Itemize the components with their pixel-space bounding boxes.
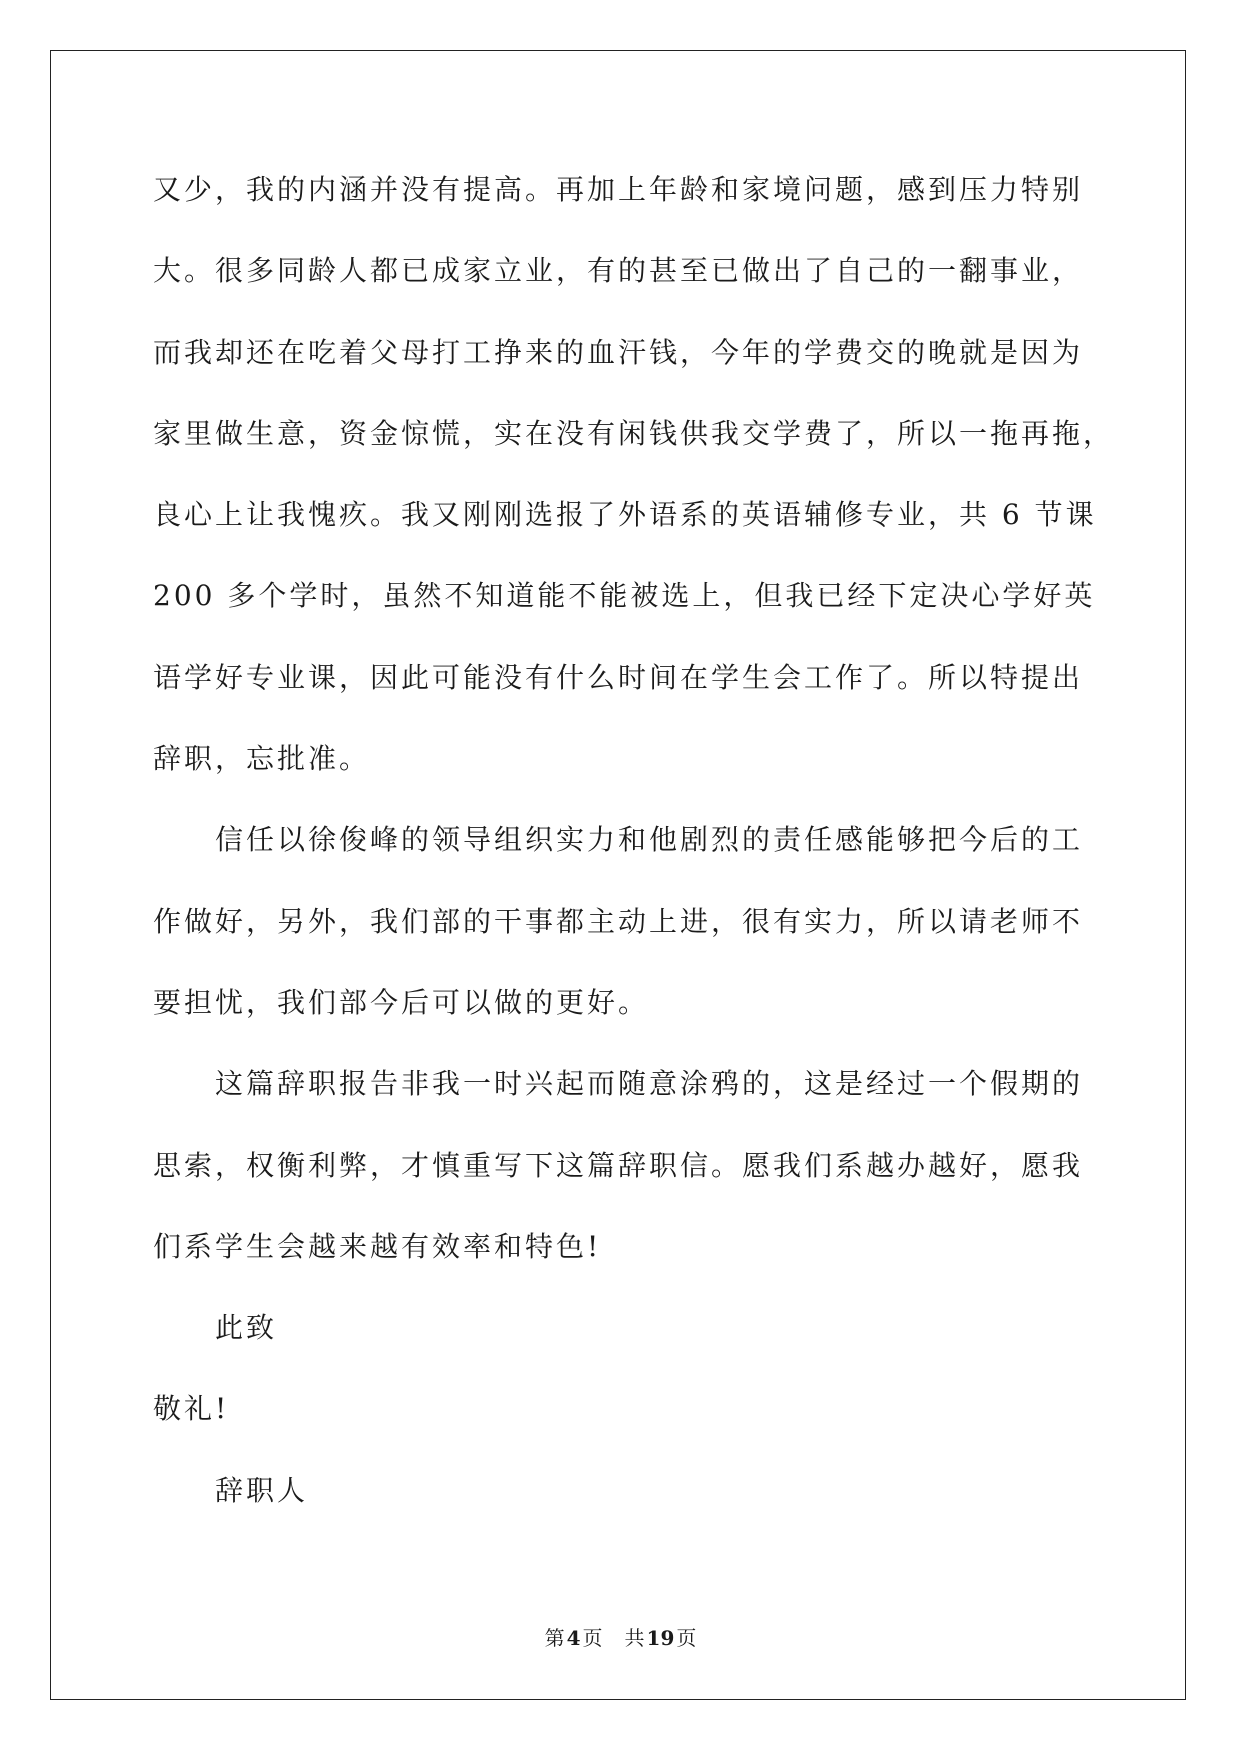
current-page-number: 4 bbox=[566, 1626, 581, 1650]
text-line: 要担忧，我们部今后可以做的更好。 bbox=[153, 985, 650, 1019]
closing-text: 此致 bbox=[215, 1311, 278, 1345]
salutation-text: 敬礼! bbox=[153, 1392, 230, 1426]
total-pages-number: 19 bbox=[646, 1626, 675, 1650]
text-line: 语学好专业课，因此可能没有什么时间在学生会工作了。所以特提出 bbox=[153, 660, 1084, 694]
text-line: 信任以徐俊峰的领导组织实力和他剧烈的责任感能够把今后的工 bbox=[215, 823, 1084, 857]
text-line: 思索，权衡利弊，才慎重写下这篇辞职信。愿我们系越办越好，愿我 bbox=[153, 1148, 1084, 1182]
signature-label: 辞职人 bbox=[215, 1473, 309, 1507]
text-line: 们系学生会越来越有效率和特色! bbox=[153, 1229, 602, 1263]
text-line: 家里做生意，资金惊慌，实在没有闲钱供我交学费了，所以一拖再拖， bbox=[153, 416, 1115, 450]
total-prefix: 共 bbox=[624, 1626, 645, 1650]
text-line: 这篇辞职报告非我一时兴起而随意涂鸦的，这是经过一个假期的 bbox=[215, 1067, 1084, 1101]
page-suffix: 页 bbox=[582, 1626, 603, 1650]
text-line: 又少，我的内涵并没有提高。再加上年龄和家境问题，感到压力特别 bbox=[153, 173, 1084, 206]
letter-body bbox=[153, 149, 1163, 1531]
text-line: 良心上让我愧疚。我又刚刚选报了外语系的英语辅修专业，共 6 节课 bbox=[153, 498, 1097, 532]
page-prefix: 第 bbox=[544, 1626, 565, 1650]
page-number-footer bbox=[0, 1624, 1241, 1652]
text-line: 200 多个学时，虽然不知道能不能被选上，但我已经下定决心学好英 bbox=[153, 579, 1096, 613]
text-line: 而我却还在吃着父母打工挣来的血汗钱，今年的学费交的晚就是因为 bbox=[153, 335, 1084, 369]
total-suffix: 页 bbox=[676, 1626, 697, 1650]
text-line: 作做好，另外，我们部的干事都主动上进，很有实力，所以请老师不 bbox=[153, 904, 1084, 938]
text-line: 辞职，忘批准。 bbox=[153, 742, 371, 776]
text-line: 大。很多同龄人都已成家立业，有的甚至已做出了自己的一翻事业， bbox=[153, 254, 1084, 288]
